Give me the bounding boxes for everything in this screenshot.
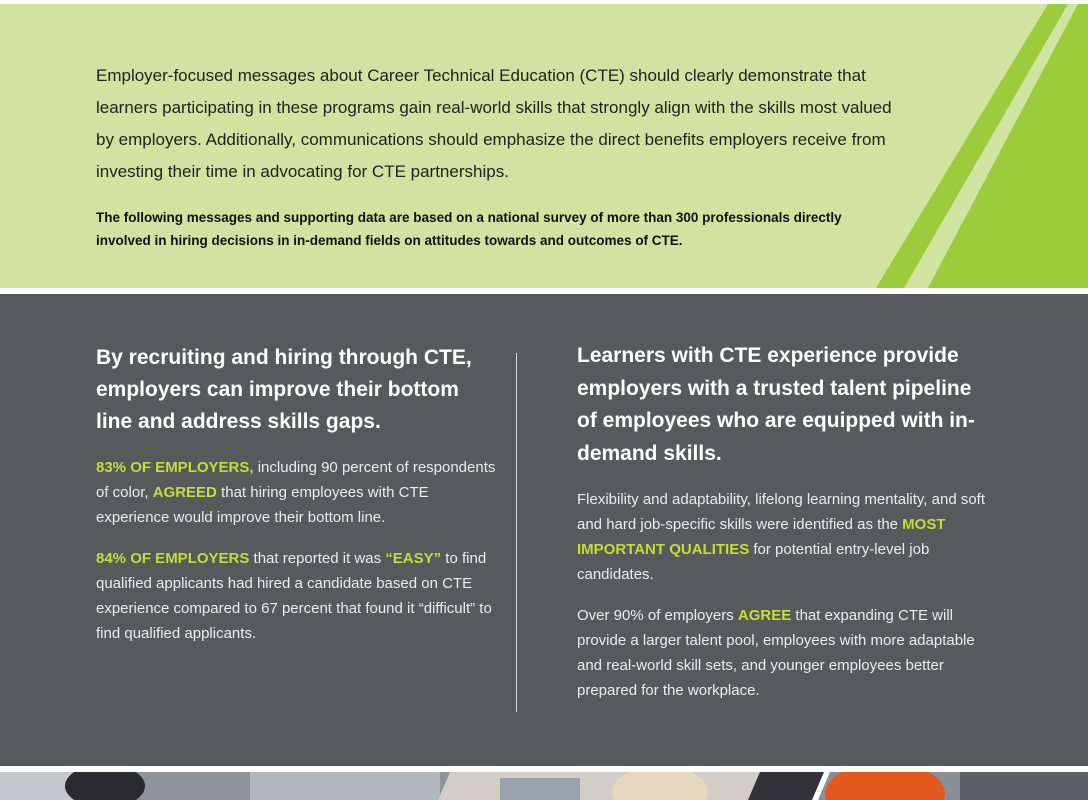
highlight-text: AGREE <box>737 607 792 624</box>
right-heading: Learners with CTE experience provide employers with a trusted talent pipeline of employees who are equipped with in-demand skills. <box>577 344 975 465</box>
right-paragraph-2 <box>577 603 997 703</box>
body-text: for potential entry-level job candidates. <box>577 541 930 583</box>
left-paragraph-2 <box>96 546 496 646</box>
highlight-text: 84% OF EMPLOYERS <box>96 550 250 567</box>
highlight-text: “EASY” <box>385 550 442 567</box>
survey-note: The following messages and supporting data are based on a national survey of more than 300 professionals directly involved in hiring decisions in in-demand fields on attitudes towards and outcomes of CTE. <box>96 210 842 248</box>
body-text: Flexibility and adaptability, lifelong learning mentality, and soft and hard job-specific skills were identified as the <box>577 491 986 533</box>
right-column <box>577 340 997 719</box>
left-paragraph-1 <box>96 455 496 530</box>
body-text: that expanding CTE will provide a larger talent pool, employees with more adaptable and real-world skill sets, and younger employees better prepared for the workplace. <box>577 607 975 699</box>
body-text: Over 90% of employers <box>577 607 738 624</box>
body-text: that reported it was <box>249 550 386 567</box>
photo-strip <box>0 772 1088 800</box>
intro-section <box>0 4 1088 288</box>
messages-section <box>0 294 1088 766</box>
left-heading: By recruiting and hiring through CTE, employers can improve their bottom line and address skills gaps. <box>96 346 472 433</box>
highlight-text: AGREED <box>152 484 217 501</box>
body-text: including 90 percent of respondents of color, <box>96 459 496 501</box>
column-divider <box>516 353 517 712</box>
photo-collage <box>0 772 1088 800</box>
right-paragraph-1 <box>577 487 997 587</box>
body-text: to find qualified applicants had hired a candidate based on CTE experience compared to 67 percent that found it “difficult” to find qualified applicants. <box>96 550 492 642</box>
intro-paragraph: Employer-focused messages about Career Technical Education (CTE) should clearly demonstrate that learners participating in these programs gain real-world skills that strongly align with the skills most valued by employers. Additionally, communications should emphasize the direct benefits employers receive from investing their time in advocating for CTE partnerships. <box>96 66 892 181</box>
body-text: that hiring employees with CTE experience would improve their bottom line. <box>96 484 429 526</box>
highlight-text: MOST IMPORTANT QUALITIES <box>577 516 946 558</box>
highlight-text: 83% OF EMPLOYERS, <box>96 459 254 476</box>
left-column <box>96 342 496 662</box>
